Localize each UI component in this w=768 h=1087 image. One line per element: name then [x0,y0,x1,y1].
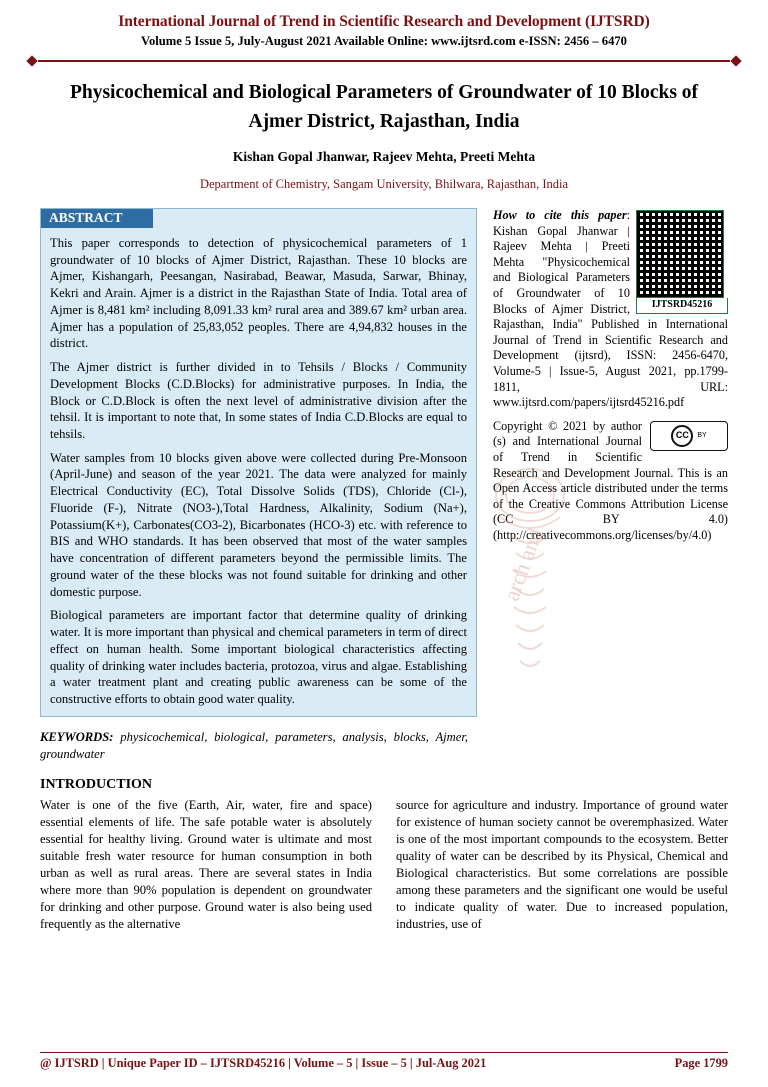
authors: Kishan Gopal Jhanwar, Rajeev Mehta, Preeti Mehta [232,148,536,164]
citation-column [493,208,728,552]
paper-id-label: IJTSRD45216 [636,298,728,314]
body-column-right: source for agriculture and industry. Importance of ground water for existence of human society cannot be overemphasized. Water is one of the most important compounds to the ecosystem. Better quality of water can be described by its Physical, Chemical and Biological characteristics. But some correlations are possible among these parameters and the significant one would be useful to indicate quality of water. Due to increased population, industries, use of [396,797,728,931]
footer-left: @ IJTSRD | Unique Paper ID – IJTSRD45216 | Volume – 5 | Issue – 5 | Jul-Aug 2021 [40,1056,487,1070]
abstract-label: ABSTRACT [41,209,153,228]
header-divider [28,56,740,66]
copyright-text: Copyright © 2021 by author (s) and International Journal of Trend in Scientific Research and Development Journal. This is an Open Access article distributed under the terms of the Creative Commons Attribution License (CC BY 4.0) (http://creativecommons.org/licenses/by/4.0) [493,418,728,543]
page-footer [40,1052,728,1071]
cc-by-icon: BY [697,432,707,440]
abstract-column [40,208,477,763]
qr-code-block [636,210,728,314]
cc-circle-icon: CC [671,425,693,447]
qr-code-icon [636,210,724,298]
how-to-cite-text: : Kishan Gopal Jhanwar | Rajeev Mehta | Preeti Mehta "Physicochemical and Biological Parameters of Groundwater of 10 Blocks of Ajmer District, Rajasthan, India" Published in International Journal of Trend in Scientific Research and Development (ijtsrd), ISSN: 2456-6470, Volume-5 | Issue-5, August 2021, pp.1799-1811, URL: www.ijtsrd.com/papers/ijtsrd45216.pdf [493,207,728,410]
creative-commons-icon [650,421,728,451]
journal-issue-line: Volume 5 Issue 5, July-August 2021 Available Online: www.ijtsrd.com e-ISSN: 2456 – 6470 [141,34,627,49]
abstract-paragraph: The Ajmer district is further divided in to Tehsils / Blocks / Community Development Blocks (C.D.Blocks) for administrative purposes. In India, the Block or C.D.Block is often the next level of administrative division after the tehsil. It is important to note that, In some states of India C.D.Blocks are equal to tehsils. [50,360,467,441]
body-columns [40,797,728,933]
abstract-paragraph: Biological parameters are important factor that determine quality of drinking water. It is more important than physical and chemical parameters in term of direct effect on human health. Some important biological characteristics affecting quality of drinking water includes bacteria, protozoa, virus and algae. Establishing a water treatment plant and creating public awareness can be some of the constructive efforts to obtain good water quality. [50,608,467,706]
affiliation: Department of Chemistry, Sangam University, Bhilwara, Rajasthan, India [199,176,569,191]
how-to-cite-label: How to cite this paper [493,207,627,222]
diamond-icon [26,56,37,67]
diamond-icon [730,56,741,67]
journal-title: International Journal of Trend in Scientific Research and Development (IJTSRD) [118,13,650,30]
page-title: Physicochemical and Biological Parameters of Groundwater of 10 Blocks of Ajmer District, Rajasthan, India [69,82,699,132]
section-heading: INTRODUCTION [40,776,153,792]
abstract-box [40,208,477,717]
keywords-label: KEYWORDS: [40,729,114,744]
abstract-paragraph: Water samples from 10 blocks given above were collected during Pre-Monsoon (April-June) and season of the year 2021. The data were analyzed for mainly Electrical Conductivity (EC), Total Dissolve Solids (TDS), Chloride (Cl-), Fluoride (F-), Nitrate (NO3-),Total Hardness, Alkalinity, Sodium (Na+), Potassium(K+), Carbonates(CO3-2), Bicarbonates (HCO-3) etc. with reference to BIS and WHO standards. It has been observed that most of the water samples have concentration of different parameters beyond the permissible limits. The ground water of the these blocks was not found suitable for drinking and other domestic purpose. [50,450,467,599]
footer-divider [40,1052,728,1053]
journal-header [0,0,768,49]
body-column-left: Water is one of the five (Earth, Air, water, fire and space) essential elements of life. The safe potable water is absolutely essential for healthy living. Ground water is ultimate and most suitable fresh water resource for human consumption in both urban as well as rural areas. There are several states in India where more than 90% population is dependent on groundwater for drinking and other purpose. Ground water is also being used frequently as the alternative [40,797,372,931]
keywords-list: physicochemical, biological, parameters, analysis, blocks, Ajmer, groundwater [40,729,468,761]
abstract-paragraph: This paper corresponds to detection of physicochemical parameters of 1 groundwater of 10 blocks of Ajmer District, Rajasthan. These 10 blocks are Ajmer, Kishangarh, Peesangan, Nasirabad, Beawar, Masuda, Sarwar, Bhinay, Kekri and Arain. Ajmer is a district in the Rajasthan State of India. Total area of Ajmer is 8,481 km² including 8,091.33 km² rural area and 389.67 km² urban area. Ajmer has a population of 25,83,052 peoples. There are 4,94,832 houses in the district. [50,235,467,351]
footer-page-number: Page 1799 [674,1056,728,1070]
svg-text:arch and: arch and [498,524,548,605]
keywords [40,729,468,763]
abstract-area [40,208,728,763]
